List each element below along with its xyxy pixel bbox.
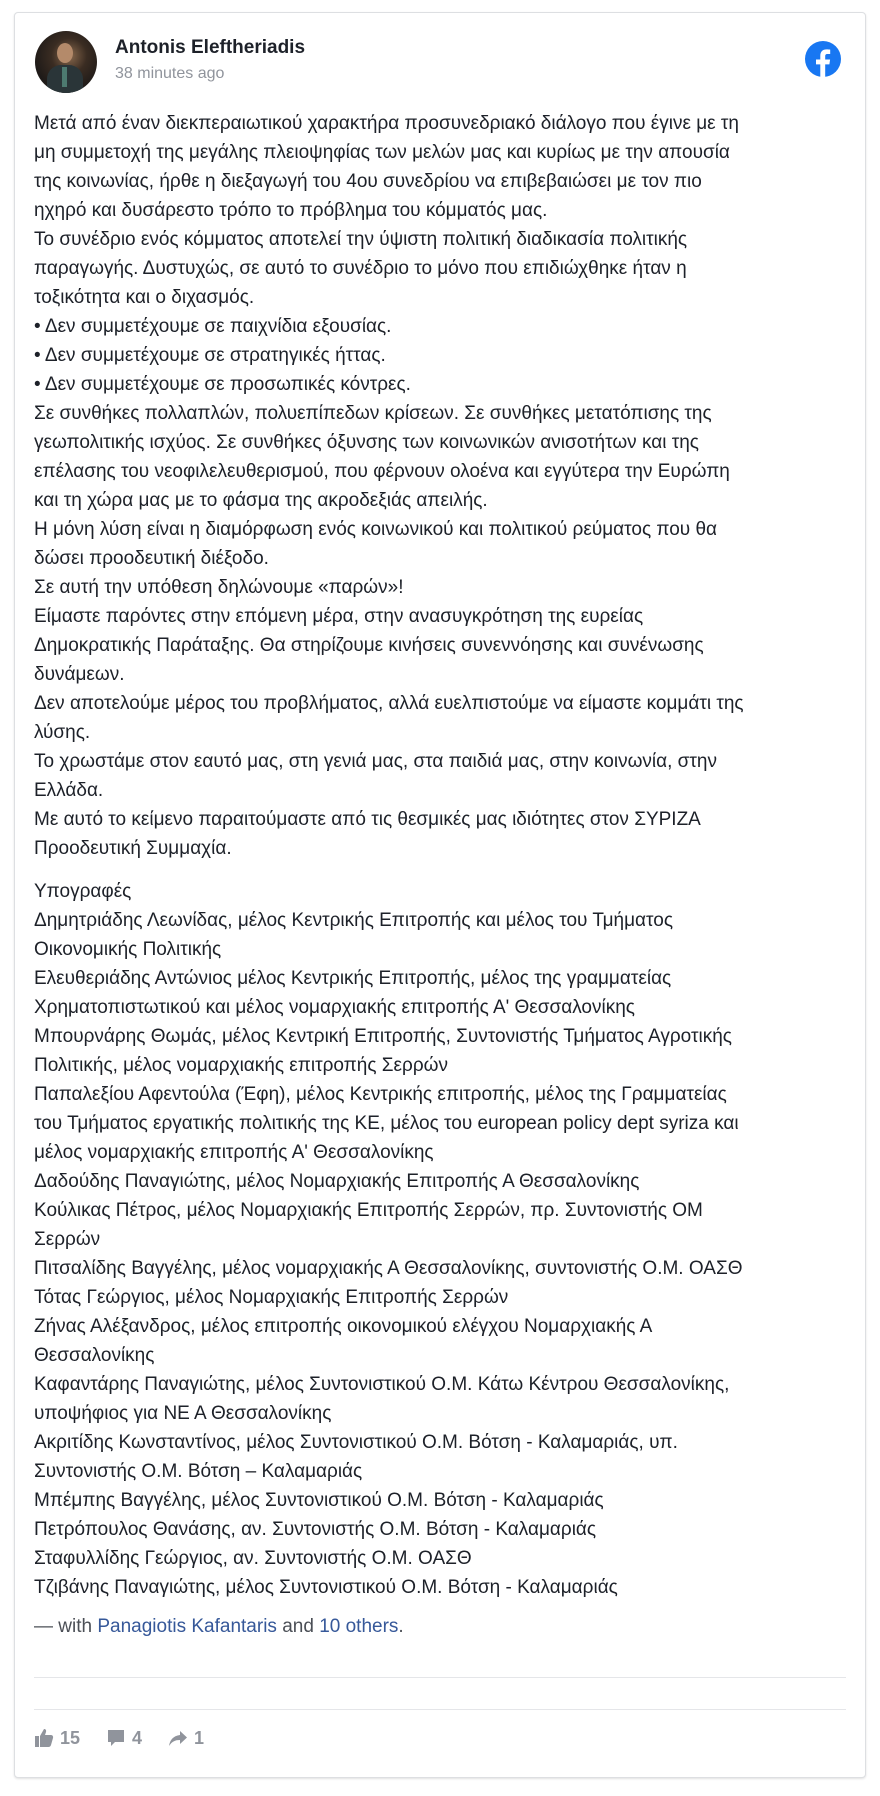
signature-line: υποψήφιος για ΝΕ Α Θεσσαλονίκης: [34, 1403, 332, 1424]
divider: [34, 1709, 846, 1710]
signature-line: Παπαλεξίου Αφεντούλα (Έφη), μέλος Κεντρικής επιτροπής, μέλος της Γραμματείας: [34, 1084, 727, 1105]
post-text-line: • Δεν συμμετέχουμε σε παιχνίδια εξουσίας.: [34, 316, 392, 337]
signature-line: Χρηματοπιστωτικού και μέλος νομαρχιακής επιτροπής Α' Θεσσαλονίκης: [34, 997, 635, 1018]
post-text-line: Σε συνθήκες πολλαπλών, πολυεπίπεδων κρίσεων. Σε συνθήκες μετατόπισης της: [34, 403, 712, 424]
signature-line: Τότας Γεώργιος, μέλος Νομαρχιακής Επιτροπής Σερρών: [34, 1287, 509, 1308]
post-text-line: Το χρωστάμε στον εαυτό μας, στη γενιά μας, στα παιδιά μας, στην κοινωνία, στην: [34, 751, 717, 772]
post-text-line: μη συμμετοχή της μεγάλης πλειοψηφίας των μελών μας και κυρίως με την απουσία: [34, 142, 730, 163]
signatures-list: [34, 877, 849, 1602]
post-text-line: δώσει προοδευτική διέξοδο.: [34, 548, 269, 569]
signature-line: Ζήνας Αλέξανδρος, μέλος επιτροπής οικονομικού ελέγχου Νομαρχιακής Α: [34, 1316, 653, 1337]
post-text-line: Δεν αποτελούμε μέρος του προβλήματος, αλλά ευελπιστούμε να είμαστε κομμάτι της: [34, 693, 744, 714]
post-text-line: παραγωγής. Δυστυχώς, σε αυτό το συνέδριο το μόνο που επιδιώχθηκε ήταν η: [34, 258, 687, 279]
signature-line: Οικονομικής Πολιτικής: [34, 939, 222, 960]
tagline-suffix: .: [398, 1616, 404, 1637]
comment-icon: [106, 1728, 126, 1748]
post-text-line: γεωπολιτικής ισχύος. Σε συνθήκες όξυνσης των κοινωνικών ανισοτήτων και της: [34, 432, 699, 453]
post-timestamp[interactable]: 38 minutes ago: [115, 65, 225, 82]
avatar[interactable]: [35, 31, 97, 93]
signature-line: Πετρόπουλος Θανάσης, αν. Συντονιστής Ο.Μ. Βότση - Καλαμαριάς: [34, 1519, 597, 1540]
post-text: [34, 109, 849, 863]
post-text-line: τοξικότητα και ο διχασμός.: [34, 287, 255, 308]
signature-line: του Τμήματος εργατικής πολιτικής της ΚΕ, μέλος του european policy dept syriza και: [34, 1113, 739, 1134]
signature-line: Σερρών: [34, 1229, 101, 1250]
post-text-line: Σε αυτή την υπόθεση δηλώνουμε «παρών»!: [34, 577, 404, 598]
facebook-icon[interactable]: [805, 41, 841, 77]
post-text-line: Προοδευτική Συμμαχία.: [34, 838, 232, 859]
like-count: 15: [60, 1727, 81, 1748]
share-count: 1: [194, 1727, 205, 1748]
signature-line: μέλος νομαρχιακής επιτροπής Α' Θεσσαλονίκης: [34, 1142, 434, 1163]
signature-line: Ελευθεριάδης Αντώνιος μέλος Κεντρικής Επιτροπής, μέλος της γραμματείας: [34, 968, 672, 989]
post-text-line: Δημοκρατικής Παράταξης. Θα στηρίζουμε κινήσεις συνεννόησης και συνένωσης: [34, 635, 704, 656]
signature-line: Μπέμπης Βαγγέλης, μέλος Συντονιστικού Ο.Μ. Βότση - Καλαμαριάς: [34, 1490, 604, 1511]
signature-line: Κούλικας Πέτρος, μέλος Νομαρχιακής Επιτροπής Σερρών, πρ. Συντονιστής ΟΜ: [34, 1200, 703, 1221]
post-text-line: Ελλάδα.: [34, 780, 104, 801]
avatar-face: [57, 43, 73, 63]
post-text-line: και τη χώρα μας με το φάσμα της ακροδεξιάς απειλής.: [34, 490, 488, 511]
tagline-prefix: — with: [34, 1616, 98, 1637]
post-card: [14, 12, 866, 1778]
author-name[interactable]: Antonis Eleftheriadis: [115, 37, 306, 58]
post-body: [34, 109, 849, 1641]
signature-line: Καφαντάρης Παναγιώτης, μέλος Συντονιστικού Ο.Μ. Κάτω Κέντρου Θεσσαλονίκης,: [34, 1374, 730, 1395]
post-text-line: • Δεν συμμετέχουμε σε προσωπικές κόντρες.: [34, 374, 411, 395]
post-text-line: λύσης.: [34, 722, 91, 743]
reactions-bar: [34, 1723, 230, 1753]
post-text-line: Η μόνη λύση είναι η διαμόρφωση ενός κοινωνικού και πολιτικού ρεύματος που θα: [34, 519, 718, 540]
signature-line: Σταφυλλίδης Γεώργιος, αν. Συντονιστής Ο.Μ. ΟΑΣΘ: [34, 1548, 472, 1569]
post-text-line: δυνάμεων.: [34, 664, 125, 685]
like-count-button[interactable]: [34, 1728, 80, 1749]
share-count-button[interactable]: [168, 1728, 204, 1749]
signature-line: Πιτσαλίδης Βαγγέλης, μέλος νομαρχιακής Α Θεσσαλονίκης, συντονιστής Ο.Μ. ΟΑΣΘ: [34, 1258, 743, 1279]
comment-count: 4: [132, 1727, 143, 1748]
post-text-line: Με αυτό το κείμενο παραιτούμαστε από τις θεσμικές μας ιδιότητες στον ΣΥΡΙΖΑ: [34, 809, 701, 830]
signature-line: Συντονιστής Ο.Μ. Βότση – Καλαμαριάς: [34, 1461, 363, 1482]
signature-line: Ακριτίδης Κωνσταντίνος, μέλος Συντονιστικού Ο.Μ. Βότση - Καλαμαριάς, υπ.: [34, 1432, 678, 1453]
share-icon: [168, 1728, 188, 1748]
comment-count-button[interactable]: [106, 1728, 142, 1749]
post-text-line: Είμαστε παρόντες στην επόμενη μέρα, στην ανασυγκρότηση της ευρείας: [34, 606, 644, 627]
post-header: [35, 31, 845, 95]
thumbs-up-icon: [34, 1728, 54, 1748]
post-text-line: Μετά από έναν διεκπεραιωτικού χαρακτήρα προσυνεδριακό διάλογο που έγινε με τη: [34, 113, 739, 134]
post-text-line: • Δεν συμμετέχουμε σε στρατηγικές ήττας.: [34, 345, 386, 366]
signature-line: Μπουρνάρης Θωμάς, μέλος Κεντρική Επιτροπής, Συντονιστής Τμήματος Αγροτικής: [34, 1026, 732, 1047]
tagline-middle: and: [276, 1616, 320, 1637]
divider: [34, 1677, 846, 1678]
signature-line: Υπογραφές: [34, 881, 132, 902]
post-text-line: Το συνέδριο ενός κόμματος αποτελεί την ύψιστη πολιτική διαδικασία πολιτικής: [34, 229, 688, 250]
others-link[interactable]: 10 others: [319, 1616, 399, 1637]
post-text-line: της κοινωνίας, ήρθε η διεξαγωγή του 4ου συνεδρίου να επιβεβαιώσει με τον πιο: [34, 171, 702, 192]
avatar-tie: [62, 67, 67, 87]
signature-line: Δημητριάδης Λεωνίδας, μέλος Κεντρικής Επιτροπής και μέλος του Τμήματος: [34, 910, 673, 931]
signature-line: Θεσσαλονίκης: [34, 1345, 155, 1366]
tagged-person-link[interactable]: Panagiotis Kafantaris: [97, 1616, 277, 1637]
post-text-line: ηχηρό και δυσάρεστο τρόπο το πρόβλημα του κόμματός μας.: [34, 200, 548, 221]
tagged-people: [34, 1612, 849, 1641]
post-text-line: επέλασης του νεοφιλελευθερισμού, που φέρνουν ολοένα και εγγύτερα την Ευρώπη: [34, 461, 730, 482]
signature-line: Πολιτικής, μέλος νομαρχιακής επιτροπής Σερρών: [34, 1055, 448, 1076]
signature-line: Δαδούδης Παναγιώτης, μέλος Νομαρχιακής Επιτροπής Α Θεσσαλονίκης: [34, 1171, 640, 1192]
signature-line: Τζιβάνης Παναγιώτης, μέλος Συντονιστικού Ο.Μ. Βότση - Καλαμαριάς: [34, 1577, 618, 1598]
